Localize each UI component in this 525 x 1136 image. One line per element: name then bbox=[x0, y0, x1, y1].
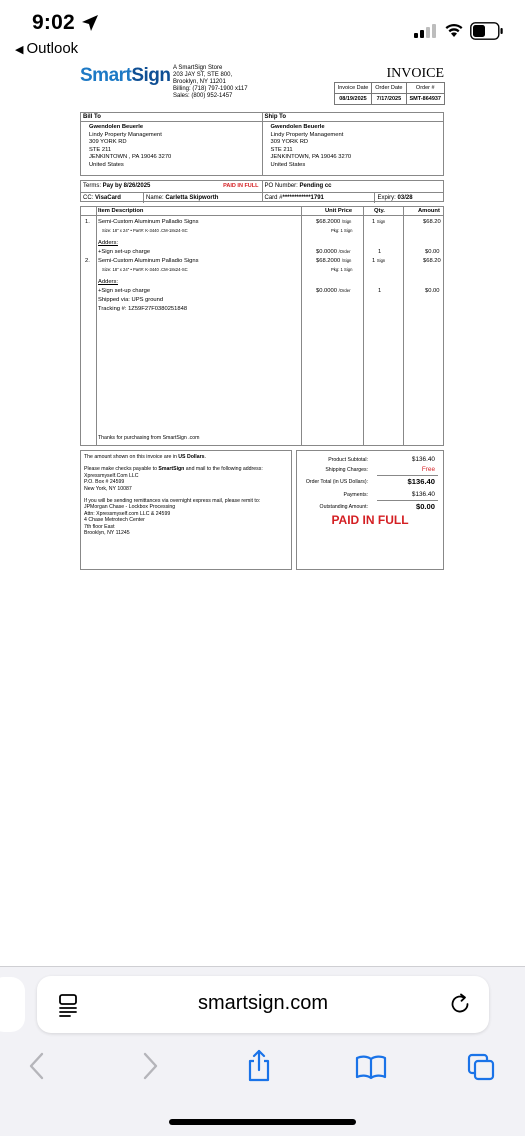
shipping-label: Shipping Charges: bbox=[325, 467, 368, 473]
shipping-value: Free bbox=[421, 466, 435, 473]
bookmarks-icon[interactable] bbox=[354, 1049, 388, 1083]
outstanding-value: $0.00 bbox=[415, 502, 435, 511]
adder-description: +Sign set-up charge bbox=[98, 249, 151, 255]
store-address-line: Sales: (800) 952-1457 bbox=[173, 93, 233, 99]
store-address-line: A SmartSign Store bbox=[173, 65, 223, 71]
payments-label: Payments: bbox=[343, 492, 368, 498]
adder-unit-price bbox=[316, 288, 350, 294]
check-address-line: Xpressmyself.Com LLC bbox=[84, 472, 139, 479]
item-price-unit: /Sign bbox=[341, 258, 352, 263]
ship-to-name: Gwendolen Beuerle bbox=[270, 124, 325, 130]
col-header-amount: Amount bbox=[418, 208, 440, 214]
check-note-end: and mail to the following address: bbox=[184, 466, 263, 473]
url-text[interactable]: smartsign.com bbox=[197, 992, 329, 1014]
col-header-description: Item Description bbox=[98, 208, 144, 214]
reload-icon[interactable] bbox=[449, 993, 471, 1015]
store-address-line: 203 JAY ST, STE 800, bbox=[173, 72, 233, 78]
back-to-app-link[interactable] bbox=[15, 40, 78, 57]
check-note bbox=[84, 466, 288, 492]
status-bar bbox=[0, 0, 525, 62]
smartsign-logo bbox=[80, 65, 171, 87]
card-row bbox=[263, 192, 444, 203]
invoice-meta-table bbox=[334, 82, 445, 105]
ship-to bbox=[262, 113, 444, 175]
ship-to-line: Lindy Property Management bbox=[270, 131, 344, 138]
express-address-line: 4 Chase Metrotech Center bbox=[84, 517, 145, 524]
express-address-line: JPMorgan Chase - Lockbox Processing bbox=[84, 504, 176, 511]
share-icon[interactable] bbox=[244, 1049, 274, 1083]
browser-bottom-bar bbox=[0, 967, 525, 1136]
po-value: Pending cc bbox=[299, 183, 332, 189]
express-address-line: 7th floor East bbox=[84, 523, 115, 530]
order-date: 7/17/2025 bbox=[372, 94, 406, 105]
invoice-date: 08/19/2025 bbox=[334, 94, 372, 105]
adder-qty: 1 bbox=[378, 288, 382, 294]
item-number: 1. bbox=[85, 219, 90, 225]
item-description: Semi-Custom Aluminum Palladio Signs bbox=[98, 219, 199, 225]
payments-value: $136.40 bbox=[411, 491, 435, 498]
card-label: Card # bbox=[264, 194, 283, 201]
adder-description: +Sign set-up charge bbox=[98, 288, 151, 294]
express-address-line: Brooklyn, NY 11245 bbox=[84, 530, 130, 537]
tabs-icon[interactable] bbox=[466, 1049, 496, 1083]
terms-row bbox=[81, 181, 262, 192]
item-price-unit: /Sign bbox=[341, 219, 352, 224]
back-app-label: Outlook bbox=[26, 40, 79, 57]
card-number: ************1791 bbox=[282, 194, 324, 201]
tracking-number: Tracking #: 1Z59F27F0380251848 bbox=[98, 306, 188, 312]
adders-label: Adders: bbox=[98, 279, 118, 285]
store-address-line: Billing: (718) 797-1900 x117 bbox=[173, 86, 248, 92]
expiry-label: Expiry: bbox=[377, 194, 396, 201]
bill-to-line: United States bbox=[89, 161, 124, 168]
adder-price: $0.0000 bbox=[316, 288, 337, 294]
adders-label: Adders: bbox=[98, 240, 118, 246]
order-total-label: Order Total (in US Dollars): bbox=[305, 479, 368, 485]
order-number: SMT-864937 bbox=[406, 94, 445, 105]
item-qty-unit: Sign bbox=[376, 258, 386, 263]
check-address-line: New York, NY 10087 bbox=[84, 485, 132, 492]
item-qty-value: 1 bbox=[372, 258, 376, 264]
po-row bbox=[263, 181, 444, 192]
cc-value: VisaCard bbox=[95, 194, 121, 201]
ship-to-heading: Ship To bbox=[263, 113, 444, 122]
bill-to-line: JENKINTOWN , PA 19046 3270 bbox=[89, 154, 172, 161]
adder-amount: $0.00 bbox=[425, 249, 440, 255]
currency-note bbox=[84, 454, 288, 460]
back-arrow-icon[interactable] bbox=[22, 1049, 52, 1083]
subtotal-value: $136.40 bbox=[411, 456, 435, 463]
cc-label: CC: bbox=[83, 194, 94, 201]
adder-amount: $0.00 bbox=[425, 288, 440, 294]
item-unit-price bbox=[316, 258, 351, 264]
forward-arrow-icon[interactable] bbox=[135, 1049, 165, 1083]
logo-part-smart: Smart bbox=[80, 65, 132, 86]
line-items-table bbox=[80, 206, 444, 446]
adder-price-unit: /Order bbox=[338, 288, 351, 293]
item-unit-price bbox=[316, 219, 351, 225]
terms-label: Terms: bbox=[83, 183, 101, 189]
cardholder-name: Carletta Skipworth bbox=[165, 194, 219, 201]
payment-notes bbox=[80, 450, 292, 570]
col-header-unit-price: Unit Price bbox=[325, 208, 353, 214]
currency-note-text: The amount shown on this invoice are in bbox=[84, 454, 179, 460]
item-price: $68.2000 bbox=[316, 258, 341, 264]
wifi-icon bbox=[444, 22, 464, 38]
item-pkg: Pkg: 1 Sign bbox=[331, 267, 353, 272]
address-bar[interactable] bbox=[37, 976, 489, 1033]
logo-part-sign: Sign bbox=[131, 65, 171, 86]
home-indicator[interactable] bbox=[169, 1119, 356, 1125]
express-note-text: If you will be sending remittances via overnight express mail, please remit to: bbox=[84, 498, 261, 505]
cc-row bbox=[81, 192, 262, 203]
signal-icon bbox=[414, 24, 438, 38]
back-triangle-icon: ◀ bbox=[15, 44, 24, 56]
bill-to-name: Gwendolen Beuerle bbox=[89, 124, 144, 130]
ship-to-line: STE 211 bbox=[270, 146, 293, 153]
item-qty-unit: Sign bbox=[376, 219, 386, 224]
bill-to-line: STE 211 bbox=[89, 146, 112, 153]
location-arrow-icon bbox=[80, 13, 100, 33]
invoice-footer bbox=[80, 450, 444, 570]
invoice-document bbox=[80, 62, 446, 537]
adder-price: $0.0000 bbox=[316, 249, 337, 255]
check-note-text: Please make checks payable to bbox=[84, 466, 159, 473]
ship-to-line: JENKINTOWN, PA 19046 3270 bbox=[270, 154, 352, 161]
paid-in-full-stamp: PAID IN FULL bbox=[331, 513, 409, 527]
currency-note-bold: US Dollars bbox=[178, 454, 205, 460]
express-address-line: Attn: Xpressmyself.com LLC & 24599 bbox=[84, 510, 171, 517]
express-note bbox=[84, 498, 288, 536]
order-total-value: $136.40 bbox=[407, 477, 435, 486]
po-label: PO Number: bbox=[264, 183, 298, 189]
check-note-bold: SmartSign bbox=[158, 466, 185, 473]
payment-terms bbox=[80, 180, 444, 202]
bill-to bbox=[81, 113, 262, 175]
invoice-title: INVOICE bbox=[386, 66, 444, 81]
meta-header: Order # bbox=[406, 83, 445, 94]
expiry-value: 03/28 bbox=[397, 194, 413, 201]
terms-value: Pay by 8/26/2025 bbox=[102, 183, 151, 189]
battery-icon bbox=[470, 22, 504, 40]
currency-note-end: . bbox=[204, 454, 206, 460]
bill-to-line: 309 YORK RD bbox=[89, 139, 127, 146]
address-block bbox=[80, 112, 444, 176]
store-address bbox=[173, 65, 248, 100]
item-description: Semi-Custom Aluminum Palladio Signs bbox=[98, 258, 199, 264]
item-spec: Size: 18" x 24" • Part#: K-3440 .CM-18x24-SC bbox=[102, 267, 188, 272]
item-pkg: Pkg: 1 Sign bbox=[331, 228, 353, 233]
thanks-note: Thanks for purchasing from SmartSign .com bbox=[98, 435, 200, 441]
item-qty bbox=[372, 219, 385, 225]
shipping-method: Shipped via: UPS ground bbox=[98, 297, 164, 303]
check-address-line: P.O. Box # 24599 bbox=[84, 479, 125, 486]
previous-tab-peek[interactable] bbox=[0, 977, 25, 1032]
ship-to-line: United States bbox=[270, 161, 306, 168]
item-amount: $68.20 bbox=[423, 219, 441, 225]
adder-unit-price bbox=[316, 249, 350, 255]
col-header-qty: Qty. bbox=[374, 208, 385, 214]
bill-to-line: Lindy Property Management bbox=[89, 131, 162, 138]
item-qty bbox=[372, 258, 385, 264]
subtotal-label: Product Subtotal: bbox=[328, 457, 368, 463]
store-address-line: Brooklyn, NY 11201 bbox=[173, 79, 226, 85]
adder-price-unit: /Order bbox=[338, 249, 351, 254]
ship-to-line: 309 YORK RD bbox=[270, 139, 309, 146]
clock: 9:02 bbox=[32, 11, 75, 34]
item-amount: $68.20 bbox=[423, 258, 441, 264]
item-spec: Size: 18" x 24" • Part#: K-3440 .CM-18x24-SC bbox=[102, 228, 188, 233]
outstanding-label: Outstanding Amount: bbox=[319, 504, 368, 510]
bill-to-heading: Bill To bbox=[81, 113, 262, 122]
item-number: 2. bbox=[85, 258, 90, 264]
meta-header: Invoice Date bbox=[334, 83, 372, 94]
paid-badge: PAID IN FULL bbox=[223, 183, 259, 189]
item-price: $68.2000 bbox=[316, 219, 341, 225]
totals-box bbox=[296, 450, 444, 570]
item-qty-value: 1 bbox=[372, 219, 376, 225]
adder-qty: 1 bbox=[378, 249, 382, 255]
invoice-header bbox=[80, 62, 446, 108]
meta-header: Order Date bbox=[372, 83, 406, 94]
cardholder-label: Name: bbox=[146, 194, 164, 201]
